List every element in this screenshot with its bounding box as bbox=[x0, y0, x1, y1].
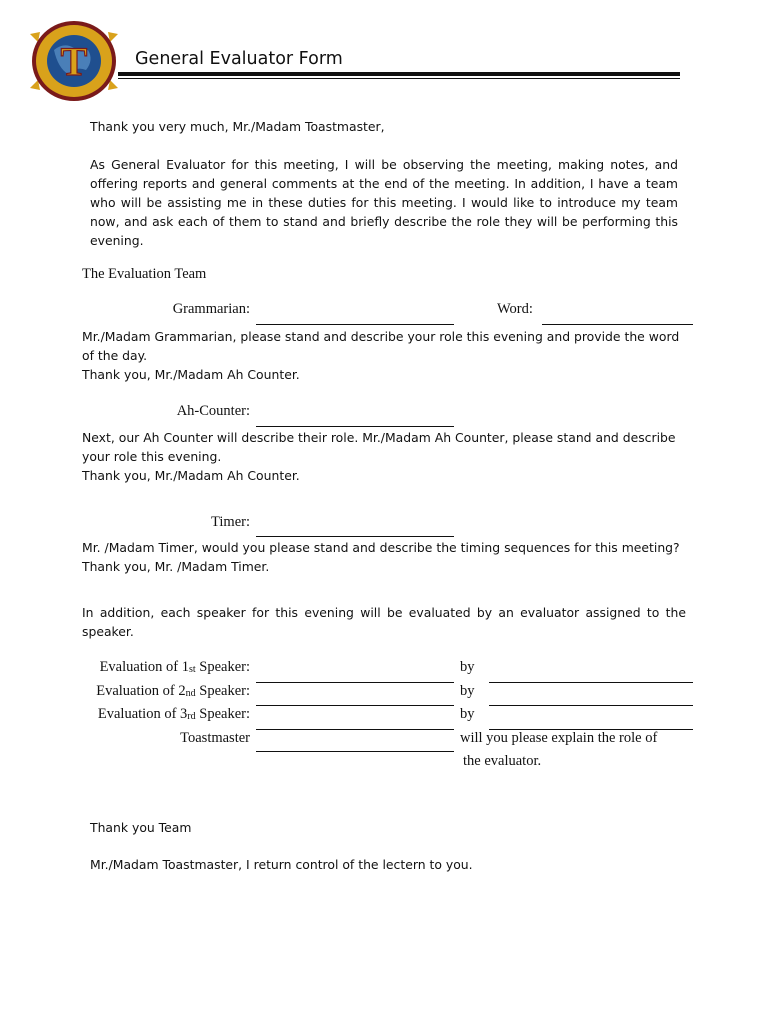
timer-thanks: Thank you, Mr. /Madam Timer. bbox=[82, 559, 270, 574]
page-title: General Evaluator Form bbox=[135, 49, 343, 69]
toastmasters-logo bbox=[28, 20, 120, 102]
ah-counter-label: Ah-Counter: bbox=[176, 403, 250, 419]
grammarian-label: Grammarian: bbox=[172, 301, 250, 317]
ah-counter-instruction: Next, our Ah Counter will describe their role. Mr./Madam Ah Counter, please stand and describe your role this evening. bbox=[82, 430, 676, 464]
title-rule bbox=[118, 72, 680, 76]
evaluation-2-by: by bbox=[460, 683, 475, 699]
toastmaster-name-field[interactable] bbox=[256, 751, 454, 752]
toastmaster-label: Toastmaster bbox=[180, 730, 250, 746]
evaluation-2-evaluator-field[interactable] bbox=[489, 705, 693, 706]
speakers-intro: In addition, each speaker for this evening will be evaluated by an evaluator assigned to the speaker. bbox=[82, 605, 686, 639]
timer-label: Timer: bbox=[211, 514, 250, 530]
ah-counter-thanks: Thank you, Mr./Madam Ah Counter. bbox=[82, 468, 300, 483]
evaluation-2-speaker-field[interactable] bbox=[256, 705, 454, 706]
evaluation-3-speaker-field[interactable] bbox=[256, 729, 454, 730]
greeting: Thank you very much, Mr./Madam Toastmaster, bbox=[90, 119, 385, 134]
word-field[interactable] bbox=[542, 324, 693, 325]
grammarian-thanks: Thank you, Mr./Madam Ah Counter. bbox=[82, 367, 300, 382]
team-heading: The Evaluation Team bbox=[82, 266, 207, 282]
evaluation-2-label: Evaluation of $2_{nd}$ Speaker: bbox=[96, 683, 250, 699]
svg-text:T: T bbox=[60, 39, 88, 84]
closing-thanks: Thank you Team bbox=[90, 820, 192, 835]
evaluation-3-label: Evaluation of $3_{rd}$ Speaker: bbox=[97, 706, 250, 722]
evaluation-1-by: by bbox=[460, 659, 475, 675]
evaluation-1-evaluator-field[interactable] bbox=[489, 682, 693, 683]
evaluation-1-label: Evaluation of $1_{st}$ Speaker: bbox=[99, 659, 250, 675]
ah-counter-name-field[interactable] bbox=[256, 426, 454, 427]
timer-name-field[interactable] bbox=[256, 536, 454, 537]
toastmaster-text-line2: the evaluator. bbox=[463, 753, 542, 769]
word-label: Word: bbox=[497, 301, 533, 317]
intro-paragraph: As General Evaluator for this meeting, I will be observing the meeting, making notes, and offering reports and general comments at the end of the meeting. In addition, I have a team who will be assisting me in these duties for this meeting. I would like to introduce my team now, and ask each of them to stand and briefly describe the role they will be performing this evening. bbox=[90, 157, 678, 248]
evaluation-1-speaker-field[interactable] bbox=[256, 682, 454, 683]
grammarian-name-field[interactable] bbox=[256, 324, 454, 325]
grammarian-instruction: Mr./Madam Grammarian, please stand and describe your role this evening and provide the word of the day. bbox=[82, 329, 680, 363]
title-rule-thin bbox=[118, 78, 680, 79]
evaluation-3-by: by bbox=[460, 706, 475, 722]
toastmaster-text-line1: will you please explain the role of bbox=[460, 730, 658, 746]
closing-return: Mr./Madam Toastmaster, I return control of the lectern to you. bbox=[90, 857, 473, 872]
timer-instruction: Mr. /Madam Timer, would you please stand and describe the timing sequences for this meeting? bbox=[82, 540, 680, 555]
